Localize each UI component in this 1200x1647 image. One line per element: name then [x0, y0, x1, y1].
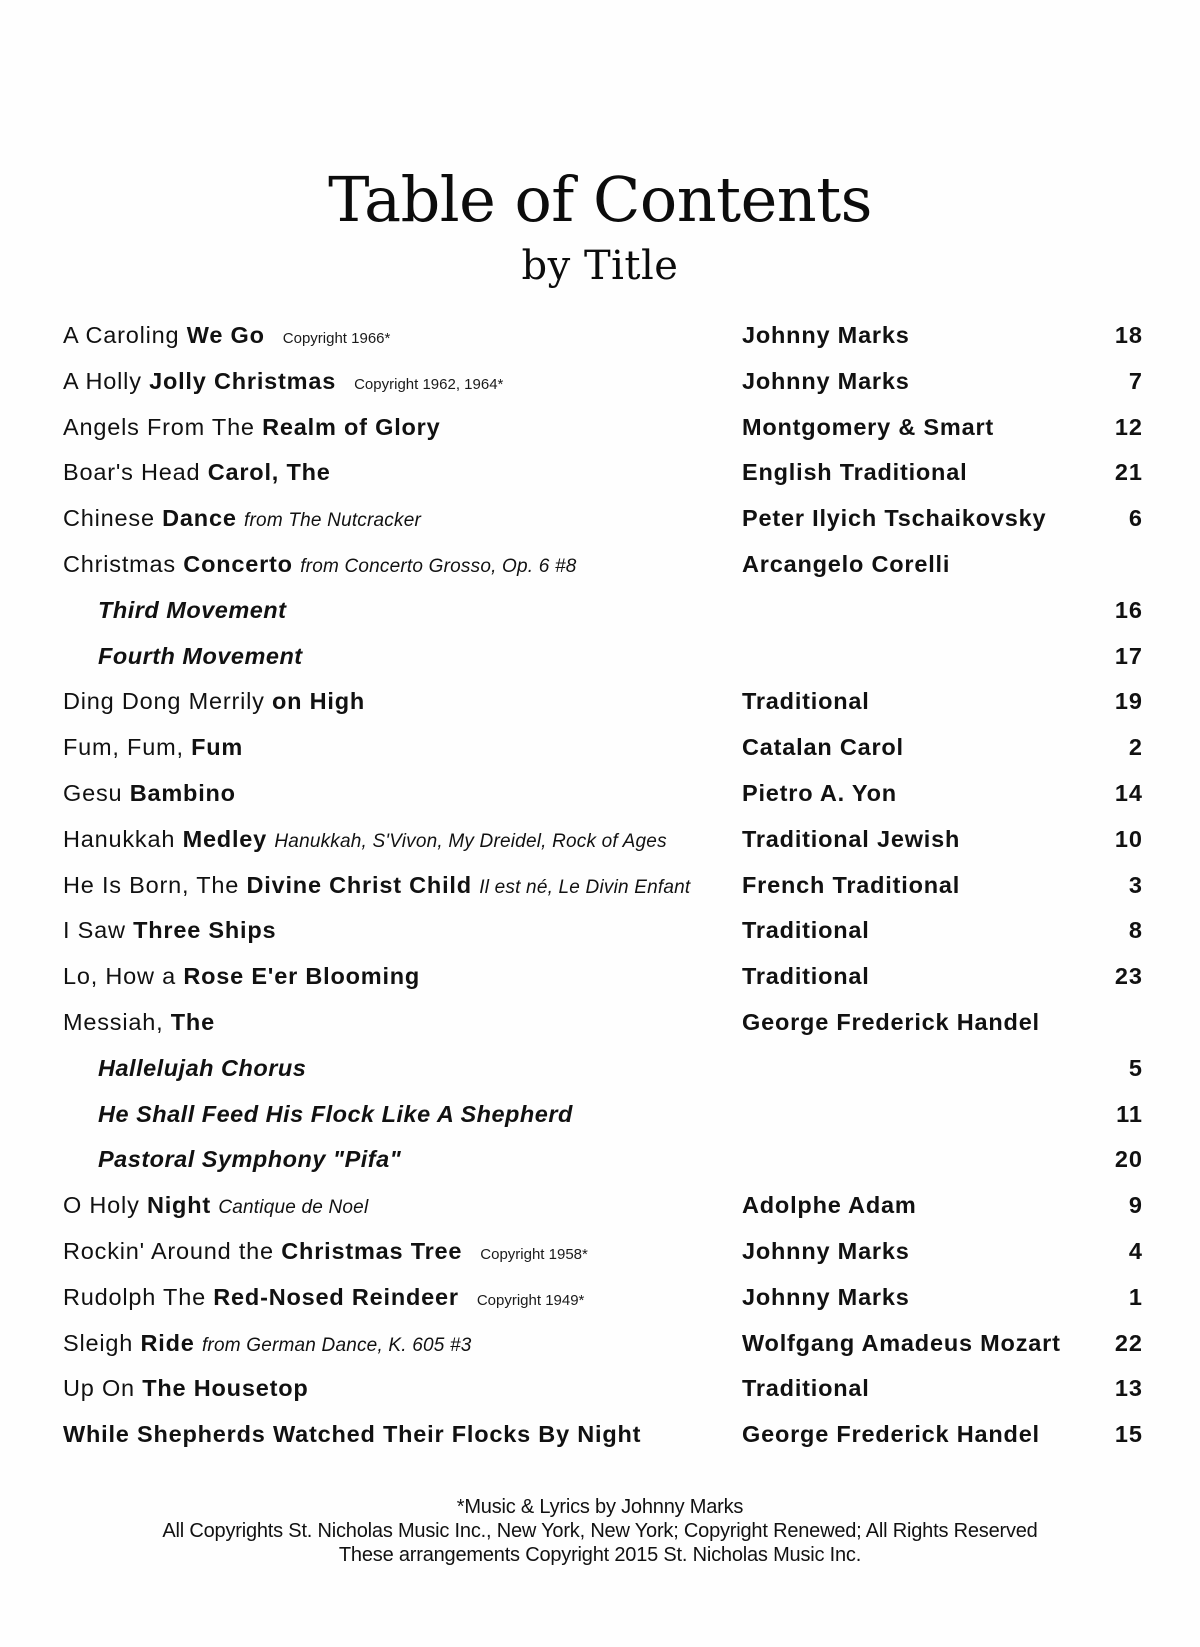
toc-entry[interactable]: [0, 817, 1200, 863]
entry-composer: Catalan Carol: [742, 734, 904, 761]
toc-entry[interactable]: [0, 1000, 1200, 1046]
table-of-contents: [0, 313, 1200, 1458]
footer-note-arrangements: These arrangements Copyright 2015 St. Nicholas Music Inc.: [338, 1544, 862, 1566]
toc-entry[interactable]: [0, 496, 1200, 542]
entry-title: Rockin' Around the Christmas Tree Copyright 1958*: [63, 1237, 588, 1264]
entry-page-number: 5: [1128, 1054, 1143, 1081]
subentry-title: Fourth Movement: [98, 642, 303, 669]
entry-page-number: 23: [1114, 963, 1143, 990]
entry-page-number: 3: [1128, 871, 1143, 898]
toc-entry[interactable]: [0, 1412, 1200, 1458]
toc-entry[interactable]: [0, 405, 1200, 451]
entry-composer: Traditional: [742, 688, 870, 715]
toc-entry[interactable]: [0, 1229, 1200, 1275]
entry-page-number: 2: [1128, 734, 1143, 761]
entry-composer: Traditional: [742, 963, 870, 990]
entry-title: Boar's Head Carol, The: [63, 459, 331, 486]
subentry-title: Third Movement: [98, 596, 287, 623]
entry-title: Lo, How a Rose E'er Blooming: [63, 963, 421, 990]
entry-title: Rudolph The Red-Nosed Reindeer Copyright 1949*: [63, 1283, 585, 1310]
toc-entry[interactable]: [0, 679, 1200, 725]
entry-page-number: 15: [1114, 1421, 1143, 1448]
entry-page-number: 19: [1114, 688, 1143, 715]
entry-note: Il est né, Le Divin Enfant: [479, 876, 691, 898]
entry-page-number: 18: [1114, 322, 1143, 348]
toc-entry[interactable]: [0, 1366, 1200, 1412]
page-title: Table of Contents: [328, 162, 872, 236]
entry-note: from The Nutcracker: [244, 510, 421, 532]
entry-composer: Montgomery & Smart: [742, 413, 995, 440]
entry-page-number: 21: [1114, 459, 1143, 486]
entry-page-number: 16: [1114, 596, 1143, 623]
entry-composer: Johnny Marks: [742, 367, 910, 394]
entry-page-number: 11: [1116, 1100, 1143, 1127]
entry-page-number: 10: [1114, 825, 1143, 852]
entry-title: Fum, Fum, Fum: [63, 734, 244, 761]
toc-entry[interactable]: [0, 908, 1200, 954]
footer-note-music-lyrics: *Music & Lyrics by Johnny Marks: [456, 1496, 744, 1518]
entry-composer: Wolfgang Amadeus Mozart: [742, 1329, 1061, 1356]
toc-entry[interactable]: [0, 1183, 1200, 1229]
toc-subentry[interactable]: [0, 1137, 1200, 1183]
entry-composer: Arcangelo Corelli: [742, 550, 951, 577]
toc-entry[interactable]: [0, 1275, 1200, 1321]
entry-page-number: 6: [1128, 505, 1143, 532]
subentry-title: Pastoral Symphony "Pifa": [98, 1146, 402, 1173]
toc-entry[interactable]: [0, 954, 1200, 1000]
entry-title: I Saw Three Ships: [63, 917, 277, 944]
entry-copyright: Copyright 1966*: [282, 330, 391, 347]
entry-page-number: 4: [1128, 1237, 1143, 1264]
toc-entry[interactable]: [0, 542, 1200, 588]
entry-title: While Shepherds Watched Their Flocks By Night: [63, 1421, 642, 1448]
entry-composer: Traditional Jewish: [742, 825, 961, 852]
entry-composer: George Frederick Handel: [742, 1008, 1040, 1035]
entry-composer: Traditional: [742, 1375, 870, 1402]
entry-copyright: Copyright 1962, 1964*: [354, 375, 504, 393]
entry-title: Christmas Concerto from Concerto Grosso, Op. 6 #8: [63, 550, 577, 577]
toc-entry[interactable]: [0, 359, 1200, 405]
toc-entry[interactable]: [0, 1321, 1200, 1367]
entry-title: He Is Born, The Divine Christ Child Il est né, Le Divin Enfant: [63, 871, 691, 898]
entry-title: A Caroling We Go Copyright 1966*: [63, 322, 391, 348]
entry-page-number: 1: [1128, 1283, 1143, 1310]
entry-title: Messiah, The: [63, 1008, 215, 1035]
entry-composer: Johnny Marks: [742, 1237, 910, 1264]
entry-composer: English Traditional: [742, 459, 968, 486]
entry-composer: Pietro A. Yon: [742, 779, 897, 806]
entry-page-number: 22: [1114, 1329, 1143, 1356]
entry-page-number: 9: [1128, 1192, 1143, 1219]
entry-composer: Johnny Marks: [742, 322, 910, 348]
entry-title: Up On The Housetop: [63, 1375, 309, 1402]
toc-subentry[interactable]: [0, 1092, 1200, 1138]
entry-title: Sleigh Ride from German Dance, K. 605 #3: [63, 1329, 472, 1356]
entry-composer: Adolphe Adam: [742, 1192, 917, 1219]
subentry-title: Hallelujah Chorus: [98, 1054, 307, 1081]
entry-note: Hanukkah, S'Vivon, My Dreidel, Rock of Ages: [274, 830, 667, 852]
entry-composer: Peter Ilyich Tschaikovsky: [742, 505, 1047, 532]
toc-entry[interactable]: [0, 725, 1200, 771]
toc-entry[interactable]: [0, 313, 1200, 359]
entry-composer: Traditional: [742, 917, 870, 944]
entry-title: Ding Dong Merrily on High: [63, 688, 366, 715]
entry-title: Chinese Dance from The Nutcracker: [63, 505, 421, 532]
entry-title: Angels From The Realm of Glory: [63, 413, 441, 440]
entry-composer: Johnny Marks: [742, 1283, 910, 1310]
footer-note-copyrights: All Copyrights St. Nicholas Music Inc., New York, New York; Copyright Renewed; All Rights Reserved: [162, 1520, 1038, 1542]
entry-page-number: 7: [1128, 367, 1143, 394]
entry-page-number: 12: [1114, 413, 1143, 440]
entry-page-number: 8: [1128, 917, 1143, 944]
entry-copyright: Copyright 1949*: [476, 1291, 585, 1309]
toc-subentry[interactable]: [0, 1046, 1200, 1092]
entry-title: A Holly Jolly Christmas Copyright 1962, 1964*: [63, 367, 504, 394]
toc-subentry[interactable]: [0, 588, 1200, 634]
entry-title: Hanukkah Medley Hanukkah, S'Vivon, My Dreidel, Rock of Ages: [63, 825, 667, 852]
subentry-title: He Shall Feed His Flock Like A Shepherd: [98, 1100, 573, 1127]
copyright-footer: [0, 1495, 1200, 1567]
entry-page-number: 14: [1114, 779, 1143, 806]
entry-title: O Holy Night Cantique de Noel: [63, 1192, 369, 1219]
page-subtitle: by Title: [521, 243, 679, 290]
entry-page-number: 13: [1114, 1375, 1143, 1402]
entry-note: Cantique de Noel: [218, 1197, 369, 1219]
toc-entry[interactable]: [0, 771, 1200, 817]
entry-title: Gesu Bambino: [63, 779, 236, 806]
entry-note: from German Dance, K. 605 #3: [201, 1334, 472, 1356]
entry-page-number: 17: [1114, 642, 1143, 669]
entry-copyright: Copyright 1958*: [480, 1245, 588, 1263]
toc-entry[interactable]: [0, 863, 1200, 909]
entry-page-number: 20: [1114, 1146, 1143, 1173]
entry-composer: George Frederick Handel: [742, 1421, 1040, 1448]
entry-note: from Concerto Grosso, Op. 6 #8: [300, 555, 577, 577]
entry-composer: French Traditional: [742, 871, 961, 898]
toc-entry[interactable]: [0, 450, 1200, 496]
toc-subentry[interactable]: [0, 634, 1200, 680]
